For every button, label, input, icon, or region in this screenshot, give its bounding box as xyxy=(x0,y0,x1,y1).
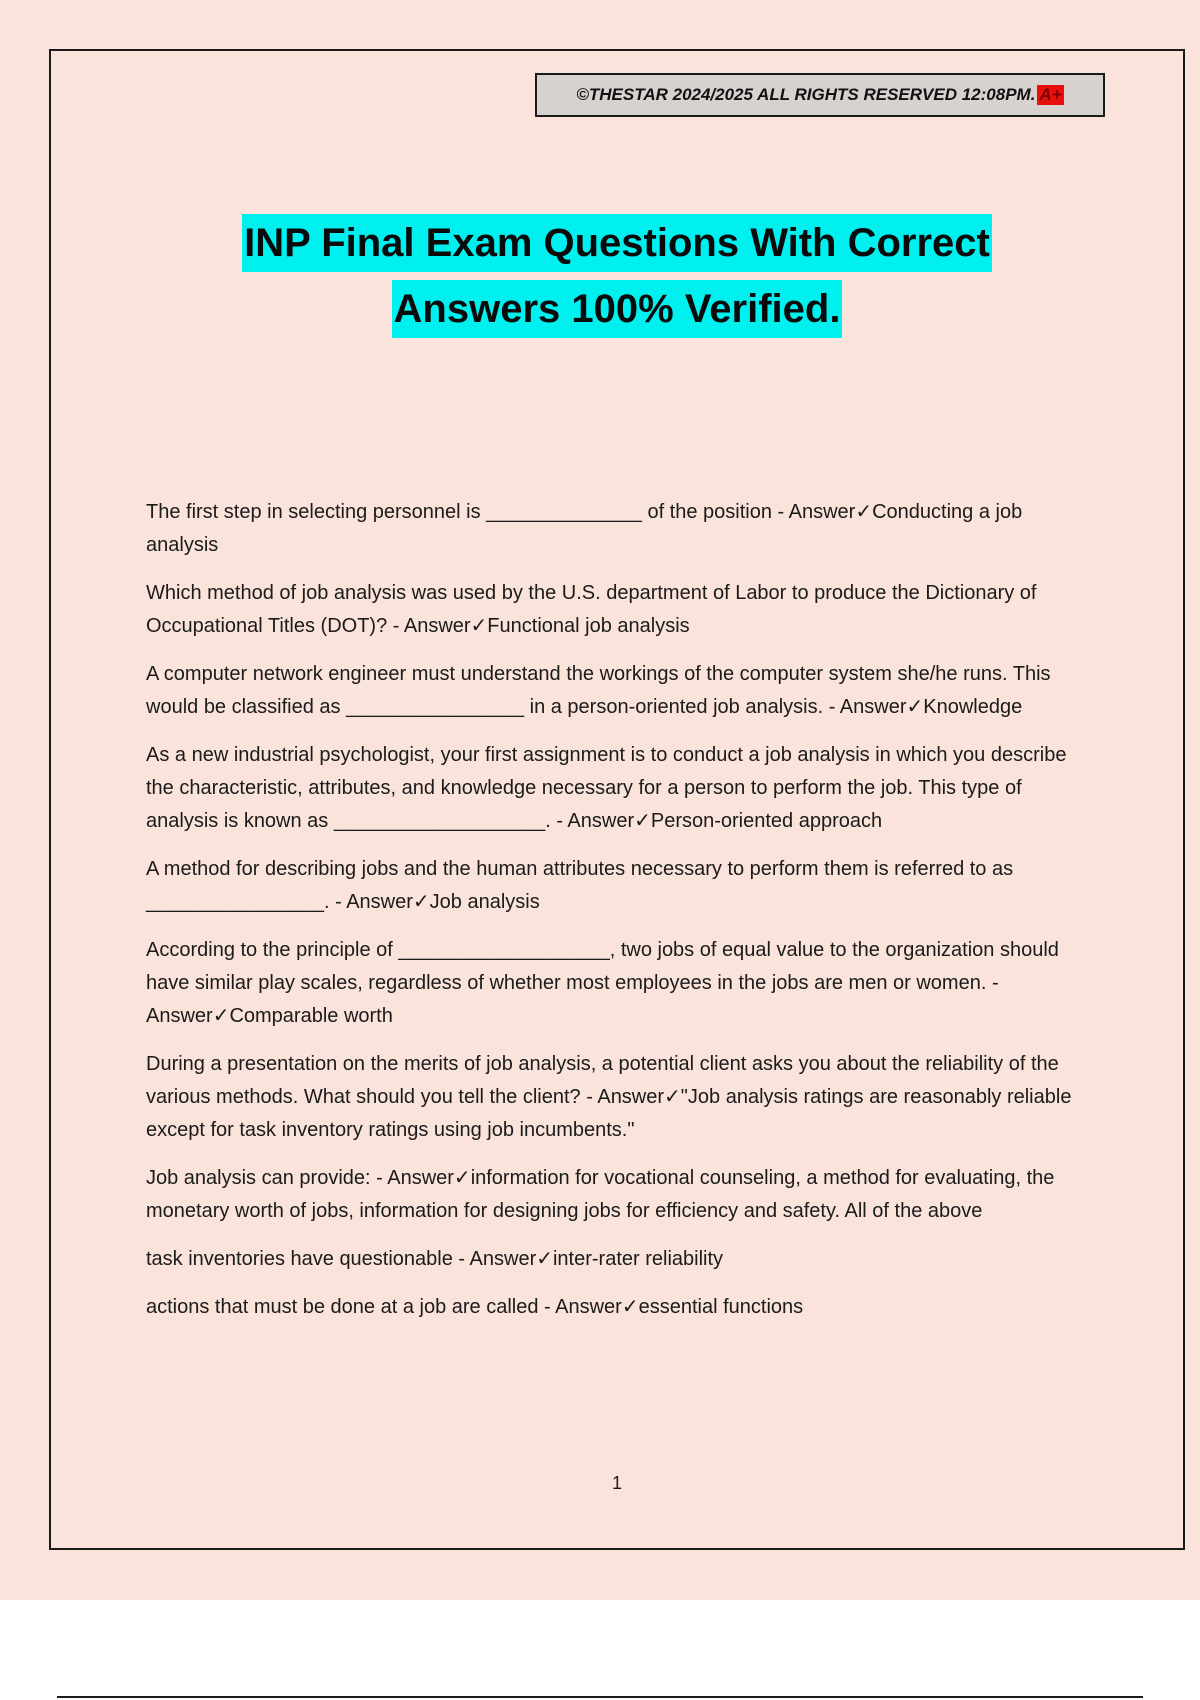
title-line-2: Answers 100% Verified. xyxy=(392,280,843,338)
title-line-1: INP Final Exam Questions With Correct xyxy=(242,214,992,272)
copyright-text: ©THESTAR 2024/2025 ALL RIGHTS RESERVED 12:08PM. xyxy=(576,85,1036,104)
qa-list xyxy=(146,496,1096,1339)
qa-item-2: Which method of job analysis was used by the U.S. department of Labor to produce the Dictionary of Occupational Titles (DOT)? - Answer✓Functional job analysis xyxy=(146,582,1037,637)
qa-item-7: During a presentation on the merits of job analysis, a potential client asks you about the reliability of the various methods. What should you tell the client? - Answer✓"Job analysis ratings are reasonably reliable except for task inventory ratings using job incumbents." xyxy=(146,1053,1072,1141)
next-page-divider xyxy=(57,1696,1143,1698)
copyright-banner xyxy=(535,73,1105,117)
qa-item-5: A method for describing jobs and the human attributes necessary to perform them is referred to as ________________. - Answer✓Job analysis xyxy=(146,858,1014,913)
qa-item-8: Job analysis can provide: - Answer✓information for vocational counseling, a method for evaluating, the monetary worth of jobs, information for designing jobs for efficiency and safety. All of the above xyxy=(146,1167,1055,1222)
qa-item-9: task inventories have questionable - Answer✓inter-rater reliability xyxy=(146,1248,724,1270)
qa-item-3: A computer network engineer must understand the workings of the computer system she/he runs. This would be classified as ________________ in a person-oriented job analysis. - Answer✓Knowledge xyxy=(146,663,1051,718)
qa-item-10: actions that must be done at a job are called - Answer✓essential functions xyxy=(146,1296,804,1318)
page-number: 1 xyxy=(611,1473,622,1493)
qa-item-6: According to the principle of ___________________, two jobs of equal value to the organization should have similar play scales, regardless of whether most employees in the jobs are men or women. - Answer✓Comparable worth xyxy=(146,939,1059,1027)
document-title xyxy=(100,210,1134,342)
grade-badge: A+ xyxy=(1039,85,1062,104)
qa-item-4: As a new industrial psychologist, your first assignment is to conduct a job analysis in which you describe the characteristic, attributes, and knowledge necessary for a person to perform the job. This type of analysis is known as ___________________. - Answer✓Person-oriented approach xyxy=(146,744,1067,832)
qa-item-1: The first step in selecting personnel is ______________ of the position - Answer✓Conducting a job analysis xyxy=(146,501,1023,556)
